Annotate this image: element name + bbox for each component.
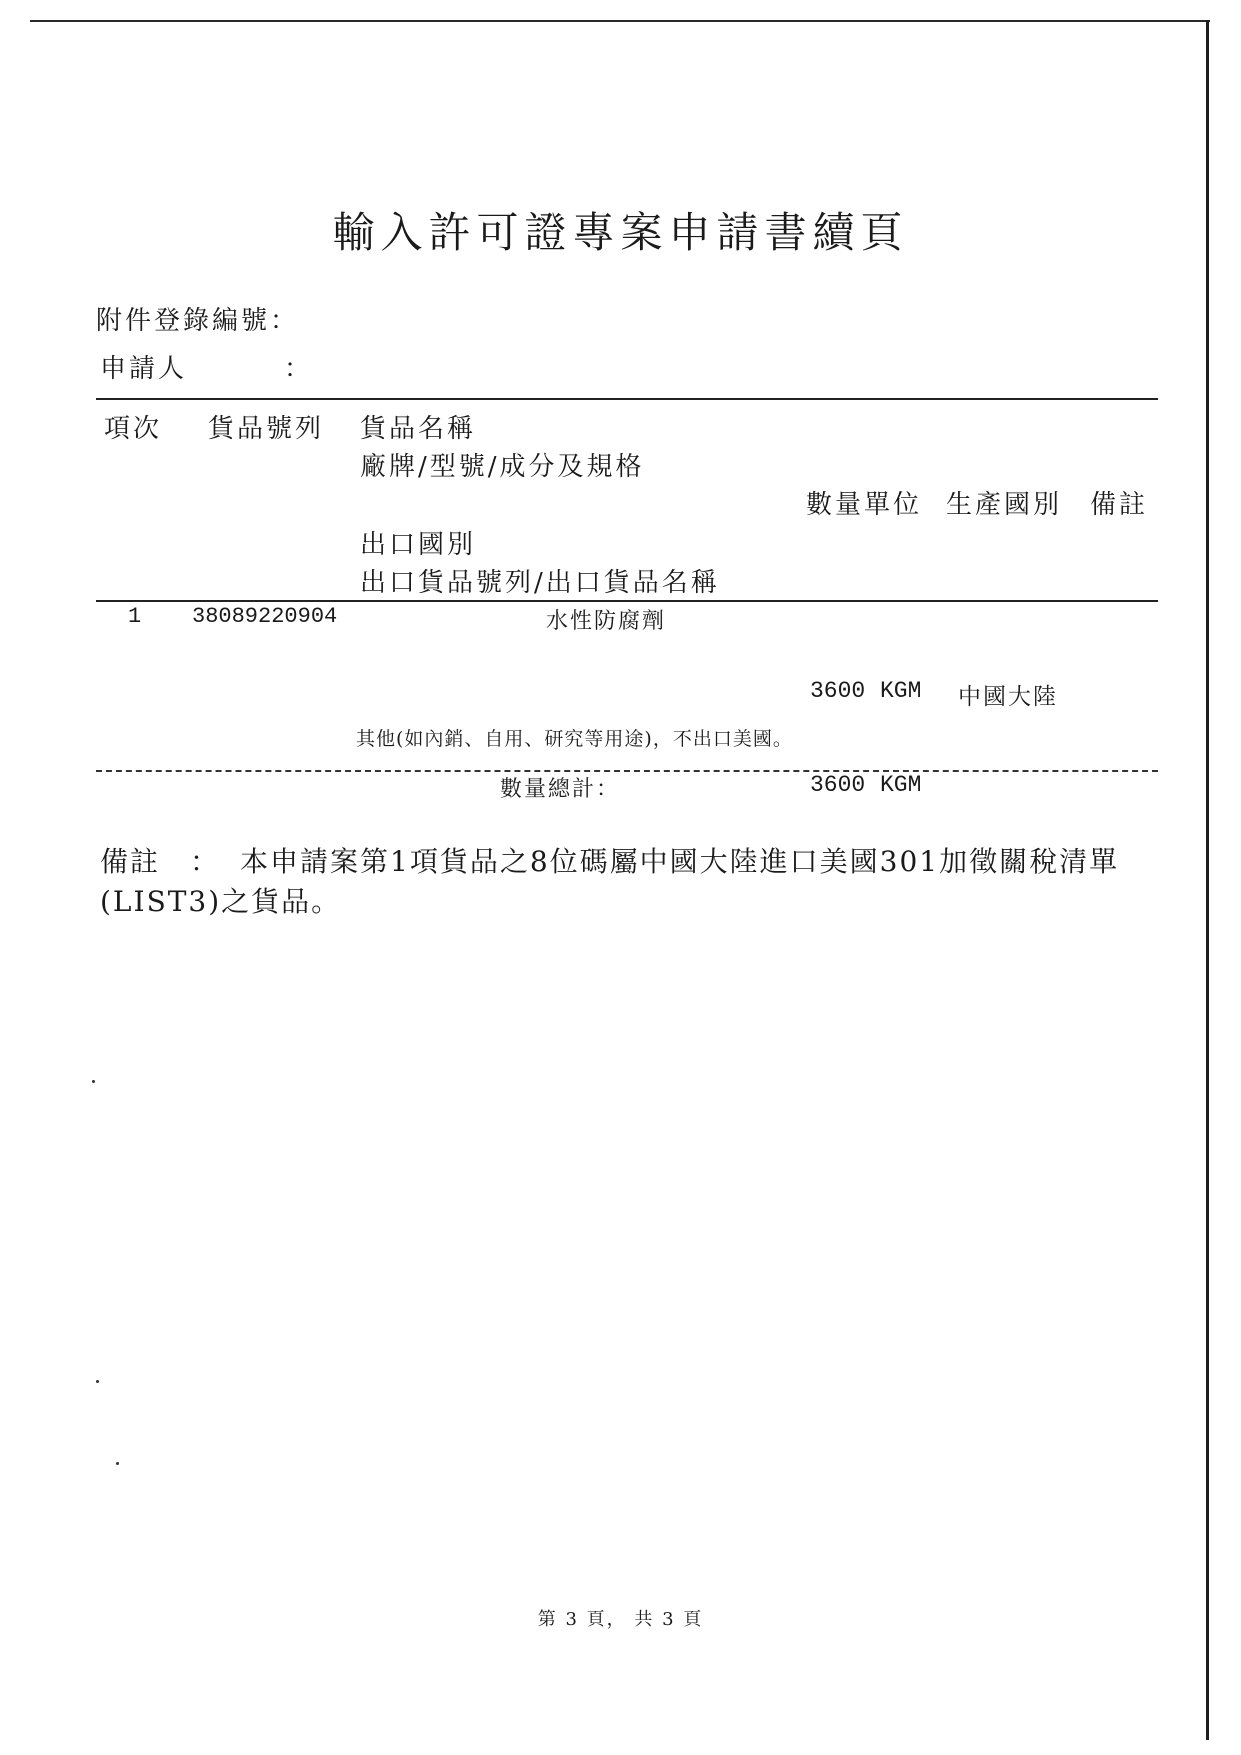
applicant-label: 申請人 <box>100 354 188 384</box>
scan-speck <box>96 1380 99 1383</box>
scan-speck <box>116 1462 119 1465</box>
scan-right-border <box>1206 20 1209 1740</box>
scan-speck <box>92 1080 95 1083</box>
remark-line-1: 本申請案第1項貨品之8位碼屬中國大陸進口美國301加徵關稅清單 <box>240 845 1120 878</box>
col-item-no: 項次 <box>104 414 163 444</box>
remark-line-2: (LIST3)之貨品。 <box>100 885 342 918</box>
col-qty-unit: 數量單位 <box>806 490 923 520</box>
col-remarks: 備註 <box>1090 490 1149 520</box>
applicant-colon: ： <box>284 354 314 384</box>
col-goods-code: 貨品號列 <box>208 414 325 444</box>
row-export-country: 其他(如內銷、自用、研究等用途)，不出口美國。 <box>356 728 793 750</box>
col-origin: 生產國別 <box>946 490 1063 520</box>
row-goods-name: 水性防腐劑 <box>546 609 667 634</box>
table-header-bottom-rule <box>96 600 1158 602</box>
row-item-no: 1 <box>128 604 142 629</box>
page-number: 第 3 頁， 共 3 頁 <box>537 1609 704 1630</box>
total-quantity: 3600 <box>810 772 866 798</box>
total-label: 數量總計： <box>500 777 621 802</box>
col-export-goods: 出口貨品號列/出口貨品名稱 <box>360 568 720 598</box>
row-unit: KGM <box>880 678 922 704</box>
col-brand-spec: 廠牌/型號/成分及規格 <box>360 452 645 482</box>
table-top-rule <box>96 398 1158 400</box>
scan-top-border <box>30 20 1210 22</box>
row-origin: 中國大陸 <box>958 684 1058 710</box>
total-unit: KGM <box>880 772 922 798</box>
row-goods-code: 38089220904 <box>192 604 338 629</box>
col-goods-name: 貨品名稱 <box>360 414 477 444</box>
col-export-country: 出口國別 <box>360 530 477 560</box>
attachment-number-label: 附件登錄編號： <box>96 306 300 336</box>
total-dashed-rule <box>96 770 1158 772</box>
row-quantity: 3600 <box>810 678 866 704</box>
remark-label: 備註 <box>100 845 161 878</box>
document-title: 輸入許可證專案申請書續頁 <box>332 208 909 257</box>
remark-colon: ： <box>190 845 221 878</box>
